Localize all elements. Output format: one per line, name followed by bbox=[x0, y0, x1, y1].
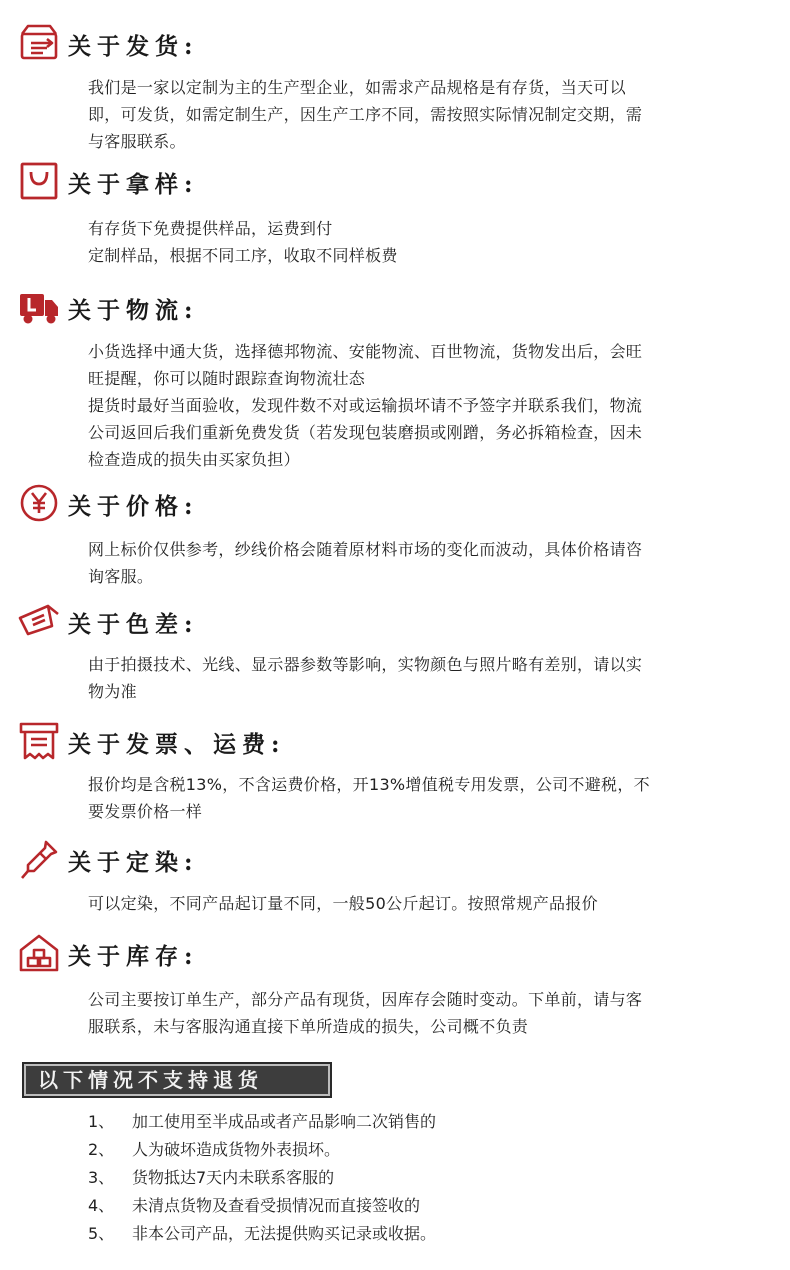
list-item bbox=[88, 1136, 436, 1164]
text-line: 报价均是含税13%，不含运费价格，开13%增值税专用发票，公司不避税，不 bbox=[88, 775, 650, 794]
section-title: 关于定染: bbox=[68, 849, 199, 876]
text-line: 小货选择中通大货，选择德邦物流、安能物流、百世物流，货物发出后，会旺 bbox=[88, 342, 643, 361]
text-line: 定制样品，根据不同工序，收取不同样板费 bbox=[88, 246, 398, 265]
warehouse-icon bbox=[18, 932, 60, 974]
list-item bbox=[88, 1164, 436, 1192]
section-title: 关于价格: bbox=[68, 493, 199, 520]
section-title: 关于发货: bbox=[68, 33, 199, 60]
text-line: 即，可发货，如需定制生产，因生产工序不同，需按照实际情况制定交期，需 bbox=[88, 105, 643, 124]
section-dyeing bbox=[0, 838, 790, 913]
receipt-icon bbox=[18, 720, 60, 762]
item-text: 非本公司产品，无法提供购买记录或收据。 bbox=[132, 1224, 437, 1243]
text-line: 我们是一家以定制为主的生产型企业，如需求产品规格是有存货，当天可以 bbox=[88, 78, 626, 97]
truck-icon bbox=[18, 286, 60, 328]
text-line: 旺提醒，你可以随时跟踪查询物流壮态 bbox=[88, 369, 366, 388]
text-line: 服联系，未与客服沟通直接下单所造成的损失，公司概不负责 bbox=[88, 1017, 529, 1036]
section-samples bbox=[0, 160, 790, 265]
section-title: 关于色差: bbox=[68, 611, 199, 638]
yen-icon bbox=[18, 482, 60, 524]
section-title: 关于发票、运费: bbox=[68, 731, 286, 758]
section-title: 关于拿样: bbox=[68, 171, 199, 198]
return-conditions-list bbox=[88, 1108, 436, 1248]
text-line: 有存货下免费提供样品，运费到付 bbox=[88, 219, 333, 238]
text-line: 公司主要按订单生产，部分产品有现货，因库存会随时变动。下单前，请与客 bbox=[88, 990, 643, 1009]
item-text: 未清点货物及查看受损情况而直接签收的 bbox=[132, 1196, 421, 1215]
section-title: 关于库存: bbox=[68, 943, 199, 970]
text-line: 检查造成的损失由买家负担） bbox=[88, 450, 300, 469]
section-delivery bbox=[0, 22, 790, 151]
item-number: 1、 bbox=[88, 1112, 115, 1131]
item-number: 4、 bbox=[88, 1196, 115, 1215]
section-inventory bbox=[0, 932, 790, 1036]
banner-title: 以下情况不支持退货 bbox=[38, 1068, 263, 1092]
text-line: 由于拍摄技术、光线、显示器参数等影响，实物颜色与照片略有差别，请以实 bbox=[88, 655, 643, 674]
section-color-diff bbox=[0, 600, 790, 701]
item-text: 加工使用至半成品或者产品影响二次销售的 bbox=[132, 1112, 437, 1131]
section-price bbox=[0, 482, 790, 586]
text-line: 提货时最好当面验收，发现件数不对或运输损坏请不予签字并联系我们，物流 bbox=[88, 396, 643, 415]
list-item bbox=[88, 1108, 436, 1136]
item-text: 货物抵达7天内未联系客服的 bbox=[132, 1168, 335, 1187]
text-line: 可以定染，不同产品起订量不同，一般50公斤起订。按照常规产品报价 bbox=[88, 894, 598, 913]
text-line: 询客服。 bbox=[88, 567, 154, 586]
shopping-bag-icon bbox=[18, 160, 60, 202]
item-number: 3、 bbox=[88, 1168, 115, 1187]
text-line: 要发票价格一样 bbox=[88, 802, 203, 821]
text-line: 网上标价仅供参考，纱线价格会随着原材料市场的变化而波动，具体价格请咨 bbox=[88, 540, 643, 559]
text-line: 公司返回后我们重新免费发货（若发现包装磨损或刚蹭，务必拆箱检查，因未 bbox=[88, 423, 643, 442]
list-item bbox=[88, 1192, 436, 1220]
section-invoice bbox=[0, 720, 790, 821]
section-title: 关于物流: bbox=[68, 297, 199, 324]
text-line: 物为准 bbox=[88, 682, 137, 701]
item-number: 5、 bbox=[88, 1224, 115, 1243]
dropper-icon bbox=[18, 838, 60, 880]
item-text: 人为破坏造成货物外表损坏。 bbox=[132, 1140, 341, 1159]
text-line: 与客服联系。 bbox=[88, 132, 186, 151]
list-item bbox=[88, 1220, 436, 1248]
section-logistics bbox=[0, 286, 790, 469]
color-swatch-icon bbox=[18, 600, 60, 642]
delivery-box-icon bbox=[18, 22, 60, 64]
item-number: 2、 bbox=[88, 1140, 115, 1159]
no-return-banner bbox=[22, 1062, 332, 1098]
